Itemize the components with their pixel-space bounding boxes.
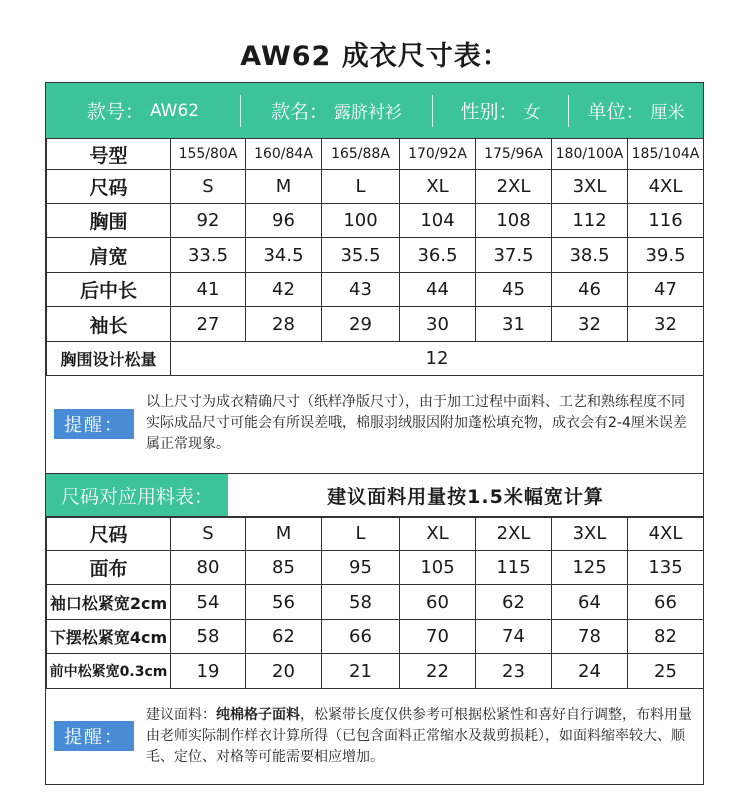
table-row xyxy=(47,139,704,170)
style-name-label: 款名： xyxy=(270,101,328,123)
table-cell: 3XL xyxy=(552,170,628,204)
reminder-box-2 xyxy=(46,688,703,784)
reminder-tag: 提醒： xyxy=(54,409,134,439)
ease-label: 胸围设计松量 xyxy=(47,342,171,376)
table-cell: 31 xyxy=(476,307,552,342)
table-cell: 58 xyxy=(171,620,246,654)
gender-label: 性别： xyxy=(460,101,518,123)
table-cell: 112 xyxy=(552,204,628,238)
table-row xyxy=(47,517,704,551)
fabric-section-title: 尺码对应用料表： xyxy=(46,474,228,517)
table-cell: L xyxy=(322,170,400,204)
reminder-text-rest: ，松紧带长度仅供参考可根据松紧性和喜好自行调整，布料用量由老师实际制作样衣计算所得（已包含面料正常缩水及裁剪损耗），如面料缩率较大、顺毛、定位、对格等可能需要相应增加。 xyxy=(146,706,692,765)
table-cell: 23 xyxy=(476,654,552,689)
table-cell: 2XL xyxy=(476,517,552,551)
row-label: 肩宽 xyxy=(47,238,171,273)
row-label: 下摆松紧宽4cm xyxy=(47,620,171,654)
table-cell: 58 xyxy=(322,585,400,620)
table-row xyxy=(47,620,704,654)
table-cell: 105 xyxy=(400,551,476,585)
table-cell: 74 xyxy=(476,620,552,654)
table-cell: 104 xyxy=(400,204,476,238)
table-cell: 29 xyxy=(322,307,400,342)
info-banner xyxy=(46,83,703,138)
table-cell: 165/88A xyxy=(322,139,400,170)
table-row xyxy=(47,238,704,273)
row-label: 尺码 xyxy=(47,517,171,551)
table-cell: 32 xyxy=(628,307,704,342)
row-label: 胸围 xyxy=(47,204,171,238)
table-cell: 38.5 xyxy=(552,238,628,273)
row-label: 袖长 xyxy=(47,307,171,342)
table-cell: 45 xyxy=(476,273,552,307)
table-cell: S xyxy=(171,170,246,204)
table-cell: 180/100A xyxy=(552,139,628,170)
table-cell: L xyxy=(322,517,400,551)
table-cell: 125 xyxy=(552,551,628,585)
table-cell: 62 xyxy=(476,585,552,620)
table-cell: 24 xyxy=(552,654,628,689)
table-cell: 20 xyxy=(246,654,322,689)
table-cell: 42 xyxy=(246,273,322,307)
table-cell: 96 xyxy=(246,204,322,238)
unit xyxy=(569,95,703,127)
reminder-box xyxy=(46,375,703,472)
style-number-label: 款号： xyxy=(86,101,144,123)
table-cell: 37.5 xyxy=(476,238,552,273)
reminder-tag-2: 提醒： xyxy=(54,721,134,751)
table-cell: XL xyxy=(400,517,476,551)
fabric-section-header xyxy=(46,473,703,518)
table-cell: S xyxy=(171,517,246,551)
table-cell: 108 xyxy=(476,204,552,238)
unit-value: 厘米 xyxy=(650,103,685,123)
table-cell: M xyxy=(246,517,322,551)
table-cell: 185/104A xyxy=(628,139,704,170)
table-cell: 30 xyxy=(400,307,476,342)
table-row xyxy=(47,170,704,204)
table-cell: 41 xyxy=(171,273,246,307)
table-cell: 80 xyxy=(171,551,246,585)
row-label: 袖口松紧宽2cm xyxy=(47,585,171,620)
table-cell: 60 xyxy=(400,585,476,620)
table-cell: 43 xyxy=(322,273,400,307)
table-cell: 25 xyxy=(628,654,704,689)
row-label: 面布 xyxy=(47,551,171,585)
table-cell: 70 xyxy=(400,620,476,654)
style-name-value: 露脐衬衫 xyxy=(334,103,402,123)
reminder-text: 以上尺寸为成衣精确尺寸（纸样净版尺寸），由于加工过程中面料、工艺和熟练程度不同实际成品尺寸可能会有所误差哦，棉服羽绒服因附加蓬松填充物，成衣会有2-4厘米误差属正常现象。 xyxy=(146,394,687,452)
fabric-section-note: 建议面料用量按1.5米幅宽计算 xyxy=(327,486,604,508)
table-cell: 95 xyxy=(322,551,400,585)
table-cell: 36.5 xyxy=(400,238,476,273)
style-name xyxy=(241,95,433,127)
reminder-text-fabric: 纯棉格子面料 xyxy=(216,706,300,723)
table-cell: 82 xyxy=(628,620,704,654)
table-cell: 155/80A xyxy=(171,139,246,170)
table-cell: 44 xyxy=(400,273,476,307)
row-label: 后中长 xyxy=(47,273,171,307)
table-cell: 115 xyxy=(476,551,552,585)
table-row xyxy=(47,654,704,689)
table-row xyxy=(47,204,704,238)
table-cell: 160/84A xyxy=(246,139,322,170)
table-cell: 116 xyxy=(628,204,704,238)
table-cell: 92 xyxy=(171,204,246,238)
table-cell: 56 xyxy=(246,585,322,620)
table-cell: 34.5 xyxy=(246,238,322,273)
table-cell: 62 xyxy=(246,620,322,654)
table-cell: 66 xyxy=(322,620,400,654)
unit-label: 单位： xyxy=(587,101,645,123)
style-number xyxy=(46,95,241,127)
table-cell: 85 xyxy=(246,551,322,585)
table-cell: 64 xyxy=(552,585,628,620)
table-cell: 4XL xyxy=(628,170,704,204)
table-cell: 66 xyxy=(628,585,704,620)
reminder-text-2 xyxy=(146,705,698,768)
table-cell: 28 xyxy=(246,307,322,342)
table-cell: 4XL xyxy=(628,517,704,551)
table-cell: 78 xyxy=(552,620,628,654)
row-label: 号型 xyxy=(47,139,171,170)
table-cell: 100 xyxy=(322,204,400,238)
table-cell: XL xyxy=(400,170,476,204)
table-cell: 27 xyxy=(171,307,246,342)
table-cell: 175/96A xyxy=(476,139,552,170)
table-cell: 47 xyxy=(628,273,704,307)
ease-value: 12 xyxy=(171,342,704,376)
table-cell: 22 xyxy=(400,654,476,689)
table-cell: 39.5 xyxy=(628,238,704,273)
table-row xyxy=(47,585,704,620)
gender-value: 女 xyxy=(523,103,541,123)
table-cell: M xyxy=(246,170,322,204)
table-cell: 54 xyxy=(171,585,246,620)
table-cell: 3XL xyxy=(552,517,628,551)
table-cell: 21 xyxy=(322,654,400,689)
page-title: AW62 成衣尺寸表： xyxy=(240,41,510,72)
reminder-text-prefix: 建议面料： xyxy=(146,706,216,723)
gender xyxy=(433,95,569,127)
table-row xyxy=(47,307,704,342)
table-row xyxy=(47,342,704,376)
table-cell: 32 xyxy=(552,307,628,342)
table-row xyxy=(47,273,704,307)
fabric-table xyxy=(46,516,704,689)
table-cell: 2XL xyxy=(476,170,552,204)
style-number-value: AW62 xyxy=(149,100,200,121)
table-cell: 35.5 xyxy=(322,238,400,273)
table-row xyxy=(47,551,704,585)
row-label: 尺码 xyxy=(47,170,171,204)
table-cell: 33.5 xyxy=(171,238,246,273)
table-cell: 46 xyxy=(552,273,628,307)
size-table xyxy=(46,138,704,376)
table-cell: 170/92A xyxy=(400,139,476,170)
table-cell: 135 xyxy=(628,551,704,585)
table-cell: 19 xyxy=(171,654,246,689)
row-label: 前中松紧宽0.3cm xyxy=(47,654,171,689)
